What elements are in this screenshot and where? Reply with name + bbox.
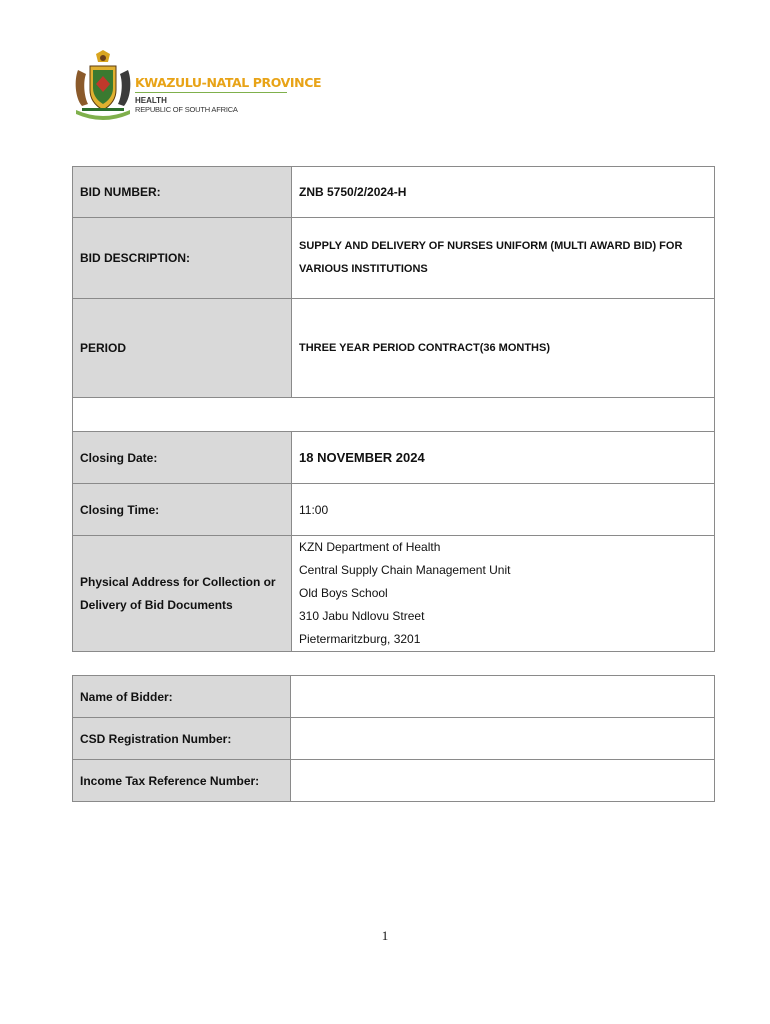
coat-of-arms-icon [72,50,134,122]
closing-time-value: 11:00 [292,484,715,536]
table-row [73,718,715,760]
address-label-line: Physical Address for Collection or [80,574,276,589]
period-value: THREE YEAR PERIOD CONTRACT(36 MONTHS) [292,299,715,398]
address-line: Central Supply Chain Management Unit [299,563,511,577]
spacer-cell [73,398,715,432]
address-value [292,536,715,652]
table-row-spacer [73,398,715,432]
logo-health-text: HEALTH [135,96,167,105]
bidder-name-label: Name of Bidder: [73,676,291,718]
address-line: 310 Jabu Ndlovu Street [299,609,425,623]
table-row [73,536,715,652]
bid-description-value [292,218,715,299]
table-row [73,218,715,299]
logo-republic-text: REPUBLIC OF SOUTH AFRICA [135,105,238,114]
bid-info-table [72,166,715,652]
bid-description-label: BID DESCRIPTION: [73,218,292,299]
bid-number-value: ZNB 5750/2/2024-H [292,167,715,218]
closing-time-label: Closing Time: [73,484,292,536]
address-line: Old Boys School [299,586,388,600]
income-tax-label: Income Tax Reference Number: [73,760,291,802]
csd-registration-field[interactable] [291,718,715,760]
bidder-info-table [72,675,715,802]
table-row [73,484,715,536]
address-line: KZN Department of Health [299,540,441,554]
table-row [73,167,715,218]
period-label: PERIOD [73,299,292,398]
csd-registration-label: CSD Registration Number: [73,718,291,760]
table-row [73,676,715,718]
address-label-line: Delivery of Bid Documents [80,597,233,612]
closing-date-label: Closing Date: [73,432,292,484]
bidder-name-field[interactable] [291,676,715,718]
address-line: Pietermaritzburg, 3201 [299,632,421,646]
bid-number-label: BID NUMBER: [73,167,292,218]
bid-description-line: VARIOUS INSTITUTIONS [299,263,428,275]
logo-province-text: KWAZULU-NATAL PROVINCE [135,75,322,90]
table-row [73,432,715,484]
table-row [73,760,715,802]
income-tax-field[interactable] [291,760,715,802]
page-number: 1 [381,928,389,943]
bid-description-line: SUPPLY AND DELIVERY OF NURSES UNIFORM (MULTI AWARD BID) FOR [299,240,683,252]
logo-divider [135,92,287,93]
kzn-health-logo [72,50,322,122]
closing-date-value: 18 NOVEMBER 2024 [292,432,715,484]
table-row [73,299,715,398]
address-label [73,536,292,652]
